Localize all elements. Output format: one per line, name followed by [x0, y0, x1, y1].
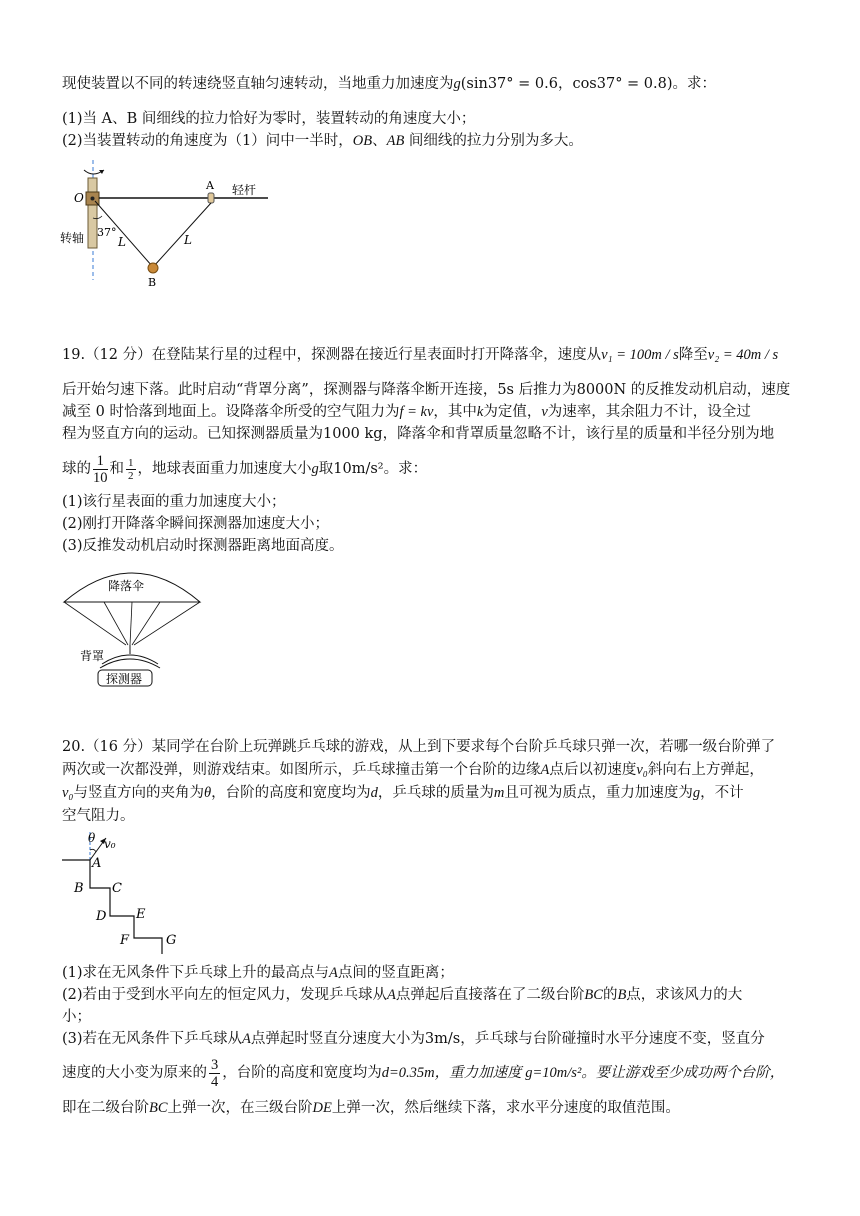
q18-intro-text: 现使装置以不同的转速绕竖直轴匀速转动，当地重力加速度为: [62, 76, 454, 92]
ab-label: AB: [386, 133, 405, 149]
q19-line5-c: ，地球表面重力加速度大小: [137, 461, 312, 477]
q19-line5-d: 取10m/s²。求：: [318, 461, 428, 477]
q19-line3-b: ，其中: [433, 404, 477, 420]
q19-part1: (1)该行星表面的重力加速度大小；: [62, 494, 286, 510]
q20-part2-c: 的: [602, 987, 618, 1003]
q20-line3: [62, 783, 744, 803]
q20-part3: [62, 1029, 765, 1049]
ring-A: [208, 193, 214, 203]
q20-part2-b: 点弹起后直接落在了二级台阶: [395, 987, 585, 1003]
g-symbol-2: g: [692, 785, 701, 801]
stairs-figure: [62, 830, 192, 955]
q20-line2-b: 点后以初速度: [549, 762, 637, 778]
q18-part1: (1)当 A、B 间细线的拉力恰好为零时，装置转动的角速度大小；: [62, 111, 476, 127]
label-B: B: [148, 276, 157, 289]
q20-line3-b: ，台阶的高度和宽度均为: [211, 785, 371, 801]
q18-intro: [62, 74, 716, 94]
q20-part3-line2: [62, 1056, 784, 1090]
point-A-2: A: [329, 965, 338, 981]
label-cover: 背罩: [80, 649, 105, 663]
q20-part3-e-a: 即在二级台阶: [62, 1100, 149, 1116]
label-C: C: [112, 881, 122, 896]
ball-B: [148, 263, 158, 273]
step-BC-2: BC: [149, 1100, 168, 1116]
q19-line5: [62, 452, 427, 486]
q20-part2-d: 点，求该风力的大: [626, 987, 743, 1003]
ob-label: OB: [352, 133, 373, 149]
label-rod: 轻杆: [232, 183, 257, 197]
theta-symbol: θ: [203, 785, 212, 801]
q20-part3-text: (3)若在无风条件下乒乓球从: [62, 1031, 243, 1047]
v2-value: v₂ = 40m / s: [707, 347, 779, 363]
q18-part2-end: 间细线的拉力分别为多大。: [404, 133, 583, 149]
label-O: O: [74, 191, 84, 205]
line-5: [134, 602, 200, 645]
q20-part3-d: ，台阶的高度和宽度均为: [222, 1065, 382, 1081]
q20-part1-text: (1)求在无风条件下乒乓球上升的最高点与: [62, 965, 330, 981]
q18-part2: [62, 131, 583, 151]
q19-line1-text: 19.（12 分）在登陆某行星的过程中，探测器在接近行星表面时打开降落伞，速度从: [62, 347, 602, 363]
label-A: A: [206, 179, 214, 192]
q20-line3-text: 与竖直方向的夹角为: [73, 785, 204, 801]
fraction-one-half: [126, 457, 136, 482]
q19-line1: [62, 345, 778, 365]
line-1: [64, 602, 126, 645]
q19-line2: 后开始匀速下落。此时启动“背罩分离”，探测器与降落伞断开连接，5s 后推力为8000N 的反推发动机启动，速度: [62, 382, 791, 398]
q19-part2: (2)刚打开降落伞瞬间探测器加速度大小；: [62, 516, 330, 532]
q20-part3-e-b: 上弹一次，在三级台阶: [167, 1100, 313, 1116]
q20-part2-cont: 小；: [62, 1009, 91, 1025]
fraction-three-quarters: [209, 1057, 220, 1090]
string-AB: [154, 203, 211, 266]
point-A: A: [540, 762, 550, 778]
q20-line2-text: 两次或一次都没弹，则游戏结束。如图所示，乒乓球撞击第一个台阶的边缘: [62, 762, 541, 778]
fraction-one-tenth: [93, 453, 108, 486]
label-angle: 37°: [97, 226, 117, 239]
trig-values: (sin37° = 0.6，cos37° = 0.8): [460, 76, 673, 92]
g-symbol: g: [311, 461, 319, 477]
label-axis: 转轴: [60, 231, 85, 245]
frac2-den: 2: [128, 469, 134, 482]
q18-part2-text: (2)当装置转动的角速度为（1）问中一半时，: [62, 133, 353, 149]
theta-arc: [90, 849, 96, 852]
q20-line3-e: ，不计: [700, 785, 744, 801]
v0-symbol-2: v₀: [62, 785, 74, 801]
q18-intro-end: 。求：: [672, 76, 717, 92]
step-DE: DE: [312, 1100, 332, 1116]
q20-line1: 20.（16 分）某同学在台阶上玩弹跳乒乓球的游戏，从上到下要求每个台阶乒乓球只弹一次，若哪一级台阶弹了: [62, 739, 776, 755]
q19-line5-b: 和: [109, 461, 124, 477]
gravity-symbol: g: [453, 76, 461, 92]
label-G: G: [166, 933, 177, 948]
q20-part2-text: (2)若由于受到水平向左的恒定风力，发现乒乓球从: [62, 987, 388, 1003]
label-E: E: [136, 907, 146, 922]
label-chute: 降落伞: [108, 579, 145, 593]
label-B: B: [74, 881, 84, 896]
shaft: [88, 178, 97, 248]
d-symbol: d: [370, 785, 378, 801]
q20-part1-end: 点间的竖直距离；: [337, 965, 454, 981]
q20-part3-e-c: 上弹一次，然后继续下落，求水平分速度的取值范围。: [331, 1100, 680, 1116]
v1-value: v₁ = 100m / s: [601, 347, 679, 363]
frac3-den: 4: [211, 1073, 219, 1090]
q20-part3-b: 点弹起时竖直分速度大小为3m/s，乒乓球与台阶碰撞时水平分速度不变，竖直分: [250, 1031, 765, 1047]
q19-line3-text: 减至 0 时恰落到地面上。设降落伞所受的空气阻力为: [62, 404, 400, 420]
q20-line4: 空气阻力。: [62, 808, 135, 824]
q19-line5-text: 球的: [62, 461, 91, 477]
k-symbol: k: [476, 404, 484, 420]
m-symbol: m: [493, 785, 505, 801]
q19-line3: [62, 402, 751, 422]
label-theta: θ: [88, 831, 96, 845]
separator: 、: [372, 133, 387, 149]
frac2-num: 1: [128, 456, 134, 469]
point-A-3: A: [387, 987, 396, 1003]
q19-part3: (3)反推发动机启动时探测器距离地面高度。: [62, 538, 344, 554]
label-probe: 探测器: [106, 672, 143, 686]
line-3: [130, 602, 132, 645]
stairs-outline: [62, 860, 162, 954]
line-4: [132, 602, 160, 645]
point-A-4: A: [242, 1031, 251, 1047]
q19-line3-c: 为定值，: [483, 404, 542, 420]
d-value: d=0.35m，重力加速度: [381, 1065, 526, 1081]
v0-symbol: v₀: [636, 762, 648, 778]
q20-line2-c: 斜向右上方弹起，: [647, 762, 764, 778]
rotating-rod-figure: [60, 158, 280, 293]
parachute-figure: [62, 562, 202, 692]
pivot-O: [91, 197, 95, 201]
label-v0: v₀: [104, 837, 116, 851]
v-symbol: v: [541, 404, 548, 420]
q20-line3-c: ，乒乓球的质量为: [377, 785, 494, 801]
frac1-den: 10: [93, 469, 108, 486]
q20-part1: [62, 963, 454, 983]
q19-line4: 程为竖直方向的运动。已知探测器质量为1000 kg，降落伞和背罩质量忽略不计，该行星的质量和半径分别为地: [62, 426, 775, 442]
drag-formula: f = kv: [399, 404, 434, 420]
label-L-right: L: [184, 233, 192, 247]
q20-part2: [62, 985, 742, 1005]
step-BC: BC: [584, 987, 603, 1003]
label-F: F: [120, 933, 130, 948]
label-A: A: [92, 856, 102, 871]
point-B: B: [617, 987, 627, 1003]
label-D: D: [96, 909, 107, 924]
q19-line3-d: 为速率，其余阻力不计，设全过: [547, 404, 751, 420]
q19-line1-mid: 降至: [678, 347, 708, 363]
q20-part3-line3: [62, 1098, 680, 1118]
q20-line3-d: 且可视为质点，重力加速度为: [504, 785, 693, 801]
q20-line2: [62, 760, 764, 780]
label-L-left: L: [118, 235, 126, 249]
frac3-num: 3: [211, 1056, 219, 1073]
frac1-num: 1: [93, 453, 108, 470]
q20-part3-c: 速度的大小变为原来的: [62, 1065, 207, 1081]
g-value: g=10m/s²。要让游戏至少成功两个台阶，: [525, 1065, 785, 1081]
